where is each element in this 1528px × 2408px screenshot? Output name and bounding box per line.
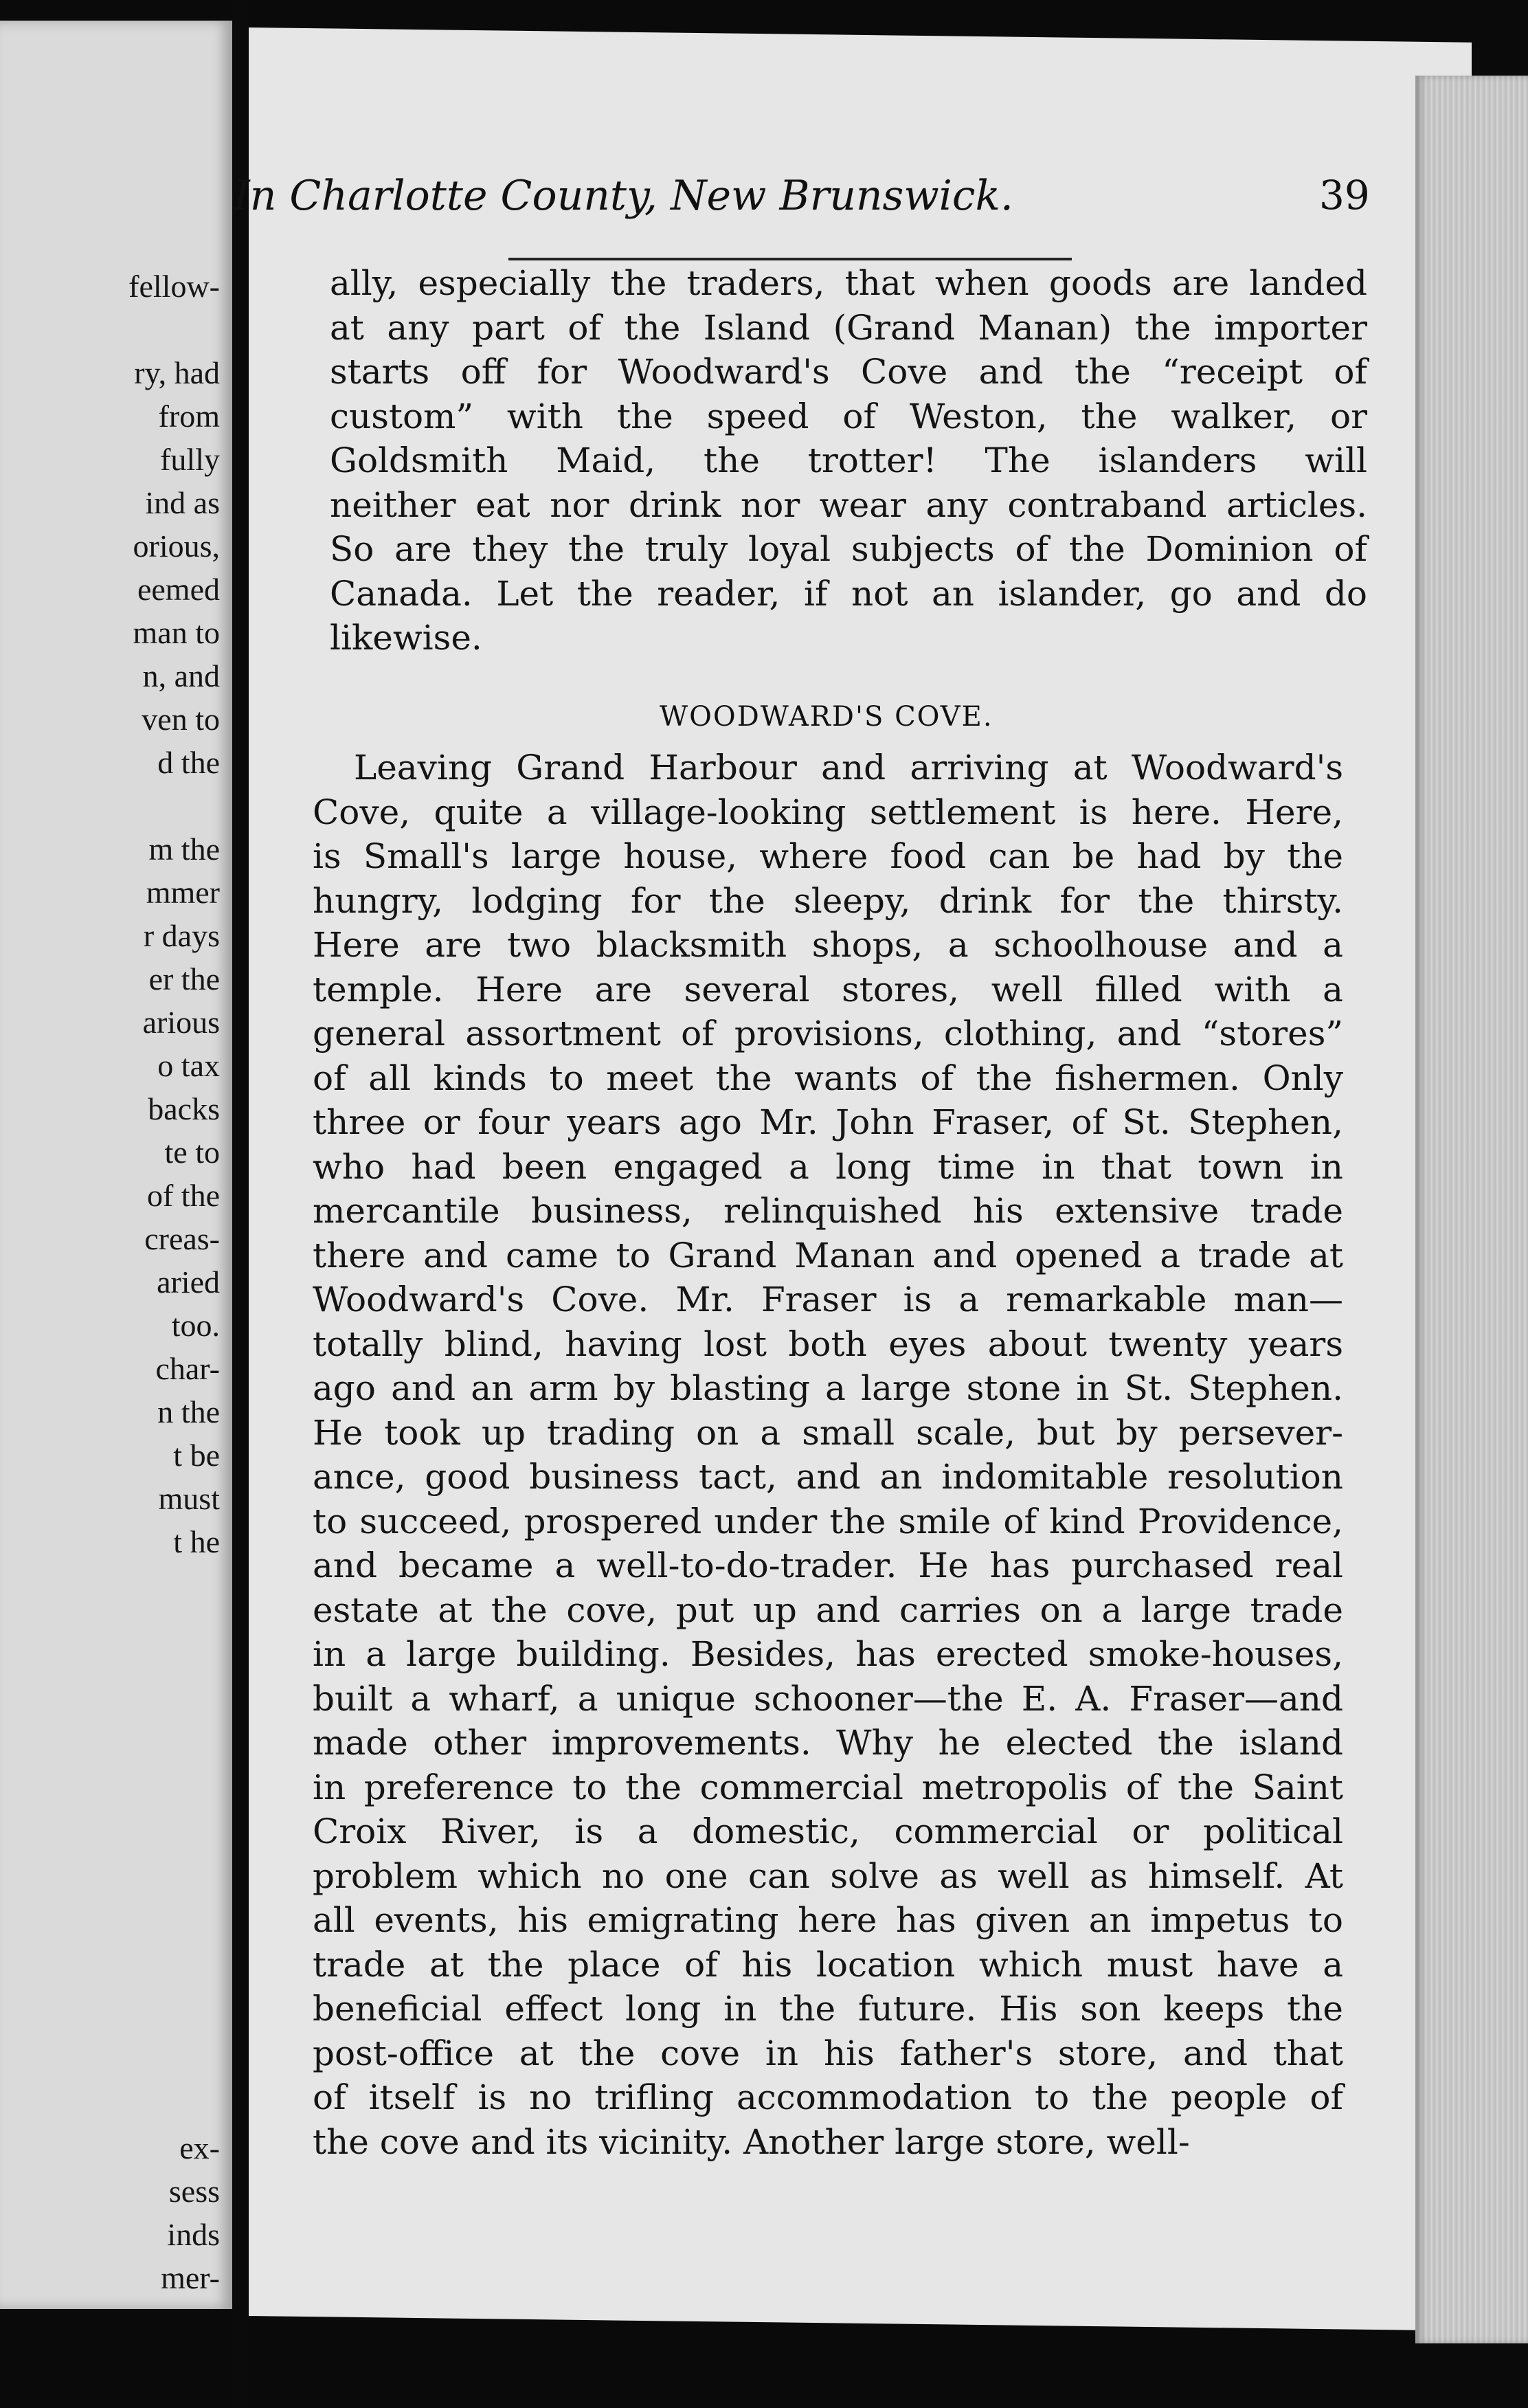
opening-paragraph [330, 261, 1367, 660]
text-line: Cove, quite a village-looking settlement is here. Here, [313, 792, 1343, 832]
left-page-line [0, 1650, 220, 1693]
left-page-line: man to [133, 615, 220, 650]
left-page-line: o tax [157, 1048, 220, 1083]
book-gutter [232, 0, 249, 2408]
left-page-line [0, 784, 220, 827]
left-page-line [0, 1953, 220, 1996]
left-page-line: d the [157, 745, 220, 780]
text-line: ago and an arm by blasting a large stone in St. Stephen. [313, 1368, 1343, 1408]
text-line: hungry, lodging for the sleepy, drink for the thirsty. [313, 880, 1343, 921]
page-edge [1415, 76, 1528, 2343]
left-page-line: char- [155, 1351, 220, 1386]
left-page-line: eemed [137, 572, 220, 607]
text-line: ally, especially the traders, that when goods are landed [330, 263, 1367, 303]
left-page-line: m the [148, 832, 220, 867]
text-line: He took up trading on a small scale, but by persever- [313, 1412, 1343, 1453]
left-page-line [0, 1607, 220, 1650]
left-page-line: n, and [142, 658, 220, 693]
text-line: mercantile business, relinquished his extensive trade [313, 1191, 1343, 1231]
left-page-line: n the [157, 1394, 220, 1429]
left-page-line: backs [148, 1091, 220, 1126]
text-line: likewise. [330, 618, 482, 658]
text-line: of itself is no trifling accommodation to the people of [313, 2077, 1343, 2117]
text-line: general assortment of provisions, clothing, and “stores” [313, 1014, 1343, 1054]
running-head: In Charlotte County, New Brunswick. [234, 172, 1013, 220]
left-page-line [0, 1563, 220, 1607]
left-page-line [0, 1737, 220, 1780]
page-header [234, 172, 1370, 241]
text-line: temple. Here are several stores, well filled with a [313, 969, 1343, 1010]
text-line: Leaving Grand Harbour and arriving at Woodward's [354, 748, 1343, 788]
left-page-line: from [158, 399, 220, 434]
left-page-line [0, 1823, 220, 1866]
left-page-line: orious, [133, 528, 220, 564]
left-page-line: of the [146, 1178, 220, 1213]
left-page-line: fully [160, 442, 220, 477]
text-line: of all kinds to meet the wants of the fishermen. Only [313, 1058, 1343, 1098]
left-page-line: t he [173, 1524, 220, 1559]
text-line: totally blind, having lost both eyes about twenty years [313, 1324, 1343, 1364]
text-line: made other improvements. Why he elected the island [313, 1723, 1343, 1763]
left-page-line [0, 1996, 220, 2040]
left-page-line: t be [173, 1438, 220, 1473]
left-page-line: ry, had [134, 355, 220, 390]
text-line: ance, good business tact, and an indomitable resolution [313, 1457, 1343, 1497]
left-page-line: r days [143, 918, 220, 953]
left-page-line [0, 1693, 220, 1737]
left-page-line: creas- [144, 1221, 220, 1256]
section-paragraph [313, 746, 1343, 2164]
text-line: starts off for Woodward's Cove and the “receipt of [330, 352, 1367, 392]
text-line: Woodward's Cove. Mr. Fraser is a remarkable man— [313, 1280, 1343, 1319]
left-page-line: too. [171, 1308, 220, 1343]
left-page-line [0, 1780, 220, 1823]
text-line: built a wharf, a unique schooner—the E. A. Fraser—and [313, 1678, 1343, 1719]
text-line: who had been engaged a long time in that town in [313, 1146, 1343, 1187]
left-facing-page [0, 21, 232, 2309]
left-page-line [0, 2083, 220, 2126]
text-line: So are they the truly loyal subjects of the Dominion of [330, 529, 1367, 569]
left-page-line [0, 2040, 220, 2083]
text-line: to succeed, prospered under the smile of kind Providence, [313, 1501, 1343, 1541]
left-page-line: ind as [145, 485, 220, 520]
text-line: estate at the cove, put up and carries on a large trade [313, 1590, 1343, 1630]
text-line: all events, his emigrating here has given an impetus to [313, 1900, 1343, 1940]
left-page-line: mer- [161, 2260, 220, 2295]
left-page-line: mmer [146, 875, 220, 910]
left-page-line: er the [148, 961, 220, 996]
text-line: and became a well-to-do-trader. He has purchased real [313, 1546, 1343, 1585]
text-line: three or four years ago Mr. John Fraser, of St. Stephen, [313, 1102, 1343, 1142]
left-page-line: aried [157, 1264, 220, 1300]
left-page-line: arious [142, 1005, 220, 1040]
page-number: 39 [1319, 172, 1370, 219]
left-page-line: sess [168, 2174, 220, 2209]
text-line: custom” with the speed of Weston, the walker, or [330, 396, 1367, 436]
text-line: is Small's large house, where food can be had by the [313, 836, 1343, 876]
left-page-line: ex- [179, 2130, 220, 2165]
text-line: Croix River, is a domestic, commercial or political [313, 1811, 1343, 1851]
text-line: in preference to the commercial metropolis of the Saint [313, 1767, 1343, 1807]
text-line: at any part of the Island (Grand Manan) the importer [330, 307, 1367, 348]
left-page-text [0, 265, 220, 2299]
header-rule [508, 258, 1072, 260]
text-line: Here are two blacksmith shops, a schoolhouse and a [313, 925, 1343, 965]
left-page-line: fellow- [128, 269, 220, 304]
text-line: Canada. Let the reader, if not an islander, go and do [330, 573, 1367, 614]
text-line: post-office at the cove in his father's store, and that [313, 2033, 1343, 2073]
text-line: there and came to Grand Manan and opened a trade at [313, 1235, 1343, 1275]
text-line: beneficial effect long in the future. His son keeps the [313, 1989, 1343, 2029]
left-page-line [0, 1910, 220, 1953]
section-title: WOODWARD'S COVE. [660, 701, 993, 733]
text-line: in a large building. Besides, has erected smoke-houses, [313, 1634, 1343, 1674]
left-page-line: te to [164, 1135, 220, 1170]
left-page-line [0, 1866, 220, 1910]
left-page-line [0, 308, 220, 351]
left-page-line: inds [167, 2217, 220, 2252]
text-line: Goldsmith Maid, the trotter! The islanders will [330, 441, 1367, 480]
text-line: neither eat nor drink nor wear any contraband articles. [330, 484, 1367, 525]
text-line: the cove and its vicinity. Another large store, well- [313, 2121, 1190, 2162]
text-line: trade at the place of his location which must have a [313, 1944, 1343, 1985]
left-page-line: must [158, 1481, 220, 1516]
left-page-line: ven to [142, 702, 220, 737]
text-line: problem which no one can solve as well as himself. At [313, 1855, 1343, 1896]
